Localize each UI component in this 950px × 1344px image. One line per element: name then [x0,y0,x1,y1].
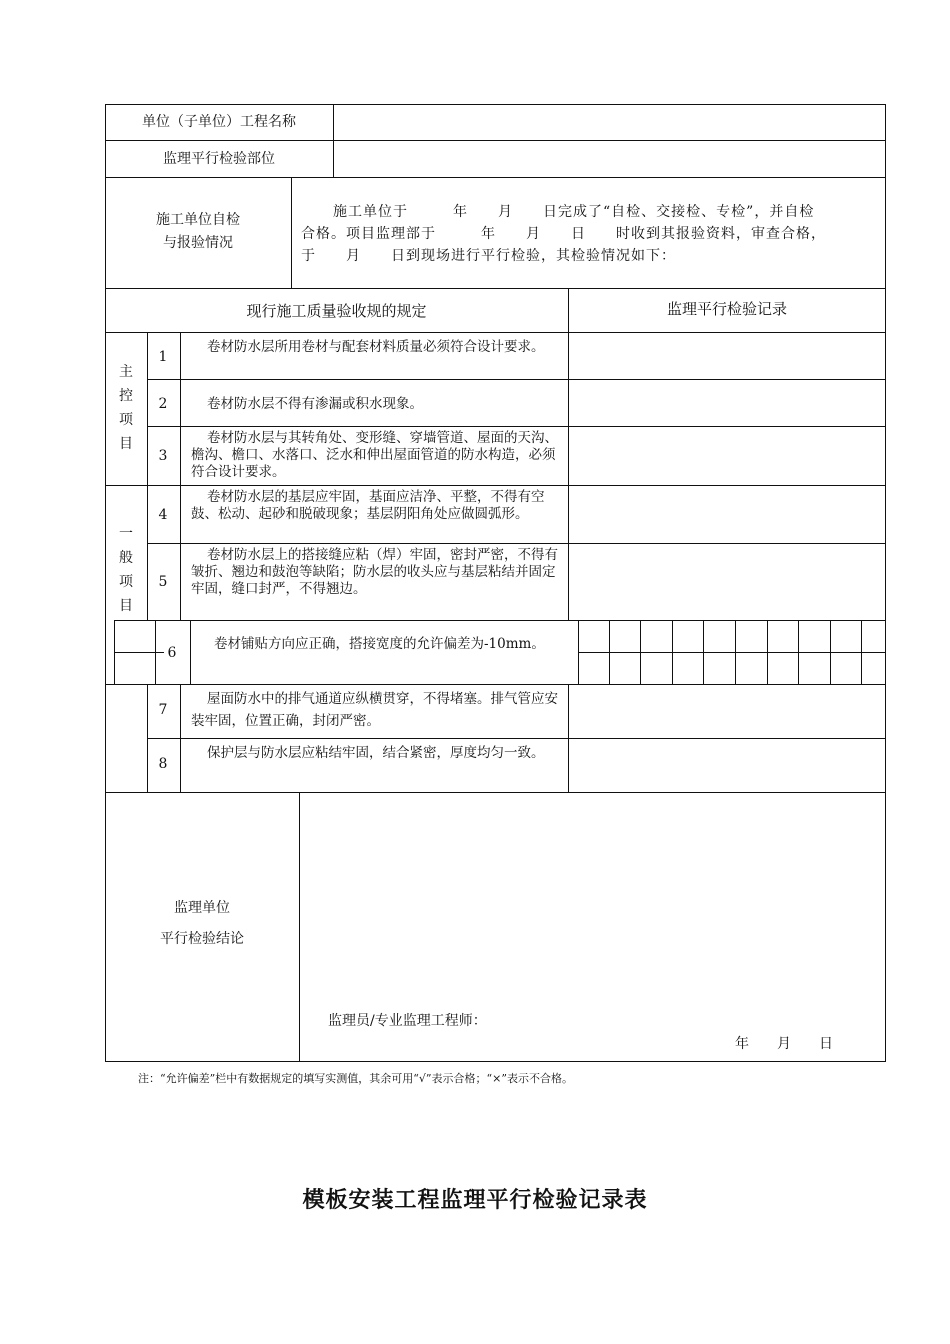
item-text: 卷材铺贴方向应正确，搭接宽度的允许偏差为-10mm。 [214,636,545,652]
item-text: 屋面防水中的排气通道应纵横贯穿，不得堵塞。排气管应安装牢固，位置正确，封闭严密。 [191,691,558,729]
deviation-cell-line [735,620,736,684]
item-number: 6 [167,645,177,661]
self-check-text-line: 合格。项目监理部于 年 月 日 时收到其报验资料，审查合格， [301,226,826,242]
deviation-cell-line [703,620,704,684]
item-text: 卷材防水层与其转角处、变形缝、穿墙管道、屋面的天沟、檐沟、檐口、水落口、泛水和伸出屋面管道的防水构造，必须符合设计要求。 [191,430,558,480]
record-column-header: 监理平行检验记录 [666,300,787,318]
signature-date: 年 月 日 [735,1036,833,1052]
item-number: 8 [158,756,168,772]
item-text: 保护层与防水层应粘结牢固，结合紧密，厚度均匀一致。 [207,745,545,761]
row-divider [147,426,886,427]
row-divider [147,379,886,380]
item-number: 2 [158,396,168,412]
item-number: 1 [158,349,168,365]
column-divider [114,620,115,684]
item-number: 7 [158,702,168,718]
row-divider [105,332,886,333]
row-divider [105,140,886,141]
deviation-cell-line [767,620,768,684]
deviation-cell-line [861,620,862,684]
deviation-cell-line [640,620,641,684]
column-divider [155,620,156,684]
self-check-text [301,201,881,267]
column-divider [568,684,569,792]
self-check-label: 与报验情况 [163,235,233,251]
row-divider [147,738,886,739]
footnote: 注：“允许偏差”栏中有数据规定的填写实测值，其余可用“√”表示合格；“×”表示不合格。 [138,1072,573,1085]
conclusion-label: 监理单位 [174,900,230,916]
row-divider [147,543,886,544]
deviation-cell-line [609,620,610,684]
column-divider [147,684,148,792]
row-divider [105,485,886,486]
self-check-label: 施工单位自检 [156,212,240,228]
deviation-cell-line [798,620,799,684]
general-group-label: 一般项目 [119,526,133,614]
project-name-label: 单位（子单位）工程名称 [142,114,296,130]
row-divider [578,652,886,653]
item-text: 卷材防水层的基层应牢固，基面应洁净、平整，不得有空鼓、松动、起砂和脱破现象；基层阴阳角处应做圆弧形。 [191,489,545,522]
column-divider [180,332,181,620]
self-check-text-line: 施工单位于 年 月 日完成了“自检、交接检、专检”，并自检 [333,204,815,220]
self-check-text-line: 于 月 日到现场进行平行检验，其检验情况如下： [301,248,676,264]
column-divider [291,177,292,288]
item-text: 卷材防水层所用卷材与配套材料质量必须符合设计要求。 [207,339,545,355]
deviation-cell-line [672,620,673,684]
inspection-part-label: 监理平行检验部位 [163,151,275,167]
column-divider [190,620,191,684]
main-control-group-label: 主控项目 [119,364,133,452]
row-divider [105,177,886,178]
item-number: 4 [158,507,168,523]
next-form-title: 模板安装工程监理平行检验记录表 [302,1187,648,1213]
row-divider [105,684,886,685]
item-number: 3 [158,448,168,464]
row-divider [105,288,886,289]
row-divider [114,620,886,621]
regulation-column-header: 现行施工质量验收规的规定 [246,302,427,320]
item-text: 卷材防水层上的搭接缝应粘（焊）牢固，密封严密，不得有皱折、翘边和鼓泡等缺陷；防水层的收头应与基层粘结并固定牢固，缝口封严，不得翘边。 [191,547,558,597]
item-number: 5 [158,574,168,590]
column-divider [299,792,300,1062]
column-divider [180,684,181,792]
column-divider [333,104,334,177]
conclusion-label: 平行检验结论 [160,931,244,947]
row-divider [105,792,886,793]
deviation-cell-line [578,620,579,684]
column-divider [568,288,569,620]
signer-label: 监理员/专业监理工程师： [328,1013,487,1029]
deviation-cell-line [830,620,831,684]
item-text: 卷材防水层不得有渗漏或积水现象。 [207,396,423,412]
